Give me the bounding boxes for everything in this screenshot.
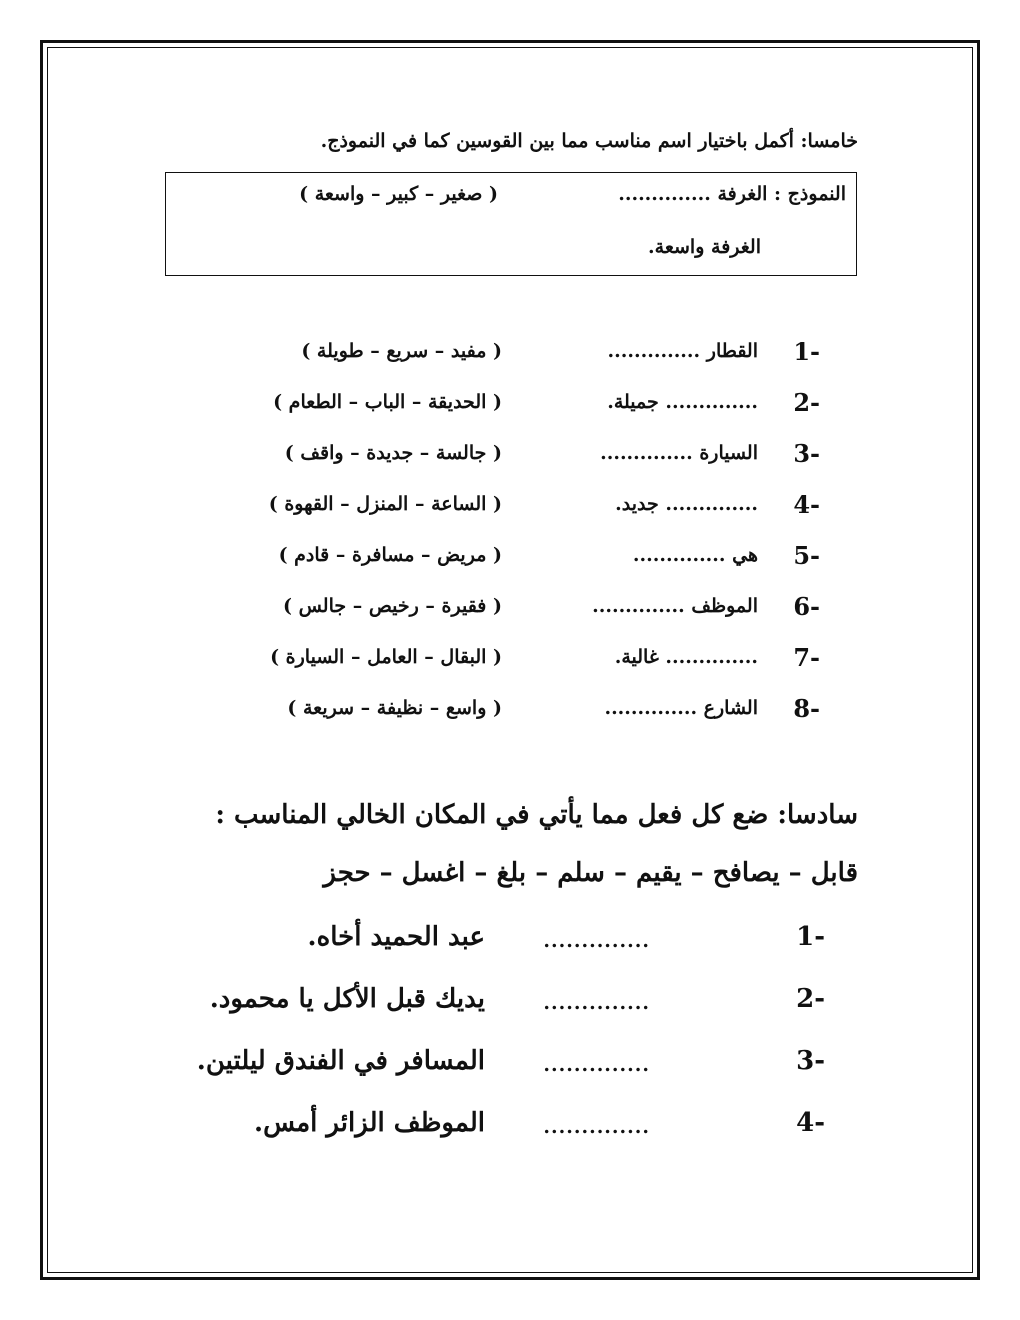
verb-bank: قابل – يصافح – يقيم – سلم – بلغ – اغسل – حجز — [323, 858, 858, 888]
item-number: 2- — [793, 388, 820, 417]
item-number: 4- — [793, 490, 820, 519]
item-text: يديك قبل الأكل يا محمود. — [209, 984, 485, 1014]
item-number: 6- — [793, 592, 820, 621]
item-options: ( جالسة – جديدة – واقف ) — [284, 442, 502, 464]
item-blank: .............. — [543, 1116, 650, 1138]
section5-title: خامسا: أكمل باختيار اسم مناسب مما بين القوسين كما في النموذج. — [320, 130, 858, 152]
item-text: القطار .............. — [607, 340, 758, 362]
item-options: ( الساعة – المنزل – القهوة ) — [268, 493, 502, 515]
section6-title: سادسا: ضع كل فعل مما يأتي في المكان الخالي المناسب : — [215, 800, 858, 830]
item-options: ( فقيرة – رخيص – جالس ) — [282, 595, 502, 617]
item-options: ( واسع – نظيفة – سريعة ) — [287, 697, 502, 719]
item-text: الموظف الزائر أمس. — [254, 1108, 485, 1138]
item-text: .............. غالية. — [614, 646, 758, 668]
item-options: ( الحديقة – الباب – الطعام ) — [273, 391, 502, 413]
item-blank: .............. — [543, 1054, 650, 1076]
item-options: ( مفيد – سريع – طويلة ) — [301, 340, 502, 362]
item-number: 2- — [796, 984, 825, 1014]
item-number: 8- — [793, 694, 820, 723]
item-text: الشارع .............. — [604, 697, 758, 719]
item-text: الموظف .............. — [592, 595, 758, 617]
item-text: السيارة .............. — [600, 442, 758, 464]
item-blank: .............. — [543, 992, 650, 1014]
item-blank: .............. — [543, 930, 650, 952]
item-text: هي .............. — [632, 544, 758, 566]
example-label: النموذج : الغرفة .............. — [618, 183, 846, 205]
item-text: .............. جديد. — [615, 493, 758, 515]
item-number: 4- — [796, 1108, 825, 1138]
item-number: 5- — [793, 541, 820, 570]
example-answer: الغرفة واسعة. — [648, 236, 761, 258]
item-number: 3- — [796, 1046, 825, 1076]
item-options: ( مريض – مسافرة – قادم ) — [278, 544, 502, 566]
example-options: ( صغير – كبير – واسعة ) — [299, 183, 498, 205]
item-text: .............. جميلة. — [607, 391, 758, 413]
item-number: 3- — [793, 439, 820, 468]
example-box — [165, 172, 857, 276]
item-number: 7- — [793, 643, 820, 672]
item-text: المسافر في الفندق ليلتين. — [196, 1046, 485, 1076]
item-number: 1- — [793, 337, 820, 366]
item-options: ( البقال – العامل – السيارة ) — [270, 646, 502, 668]
item-text: عبد الحميد أخاه. — [307, 922, 485, 952]
item-number: 1- — [796, 922, 825, 952]
